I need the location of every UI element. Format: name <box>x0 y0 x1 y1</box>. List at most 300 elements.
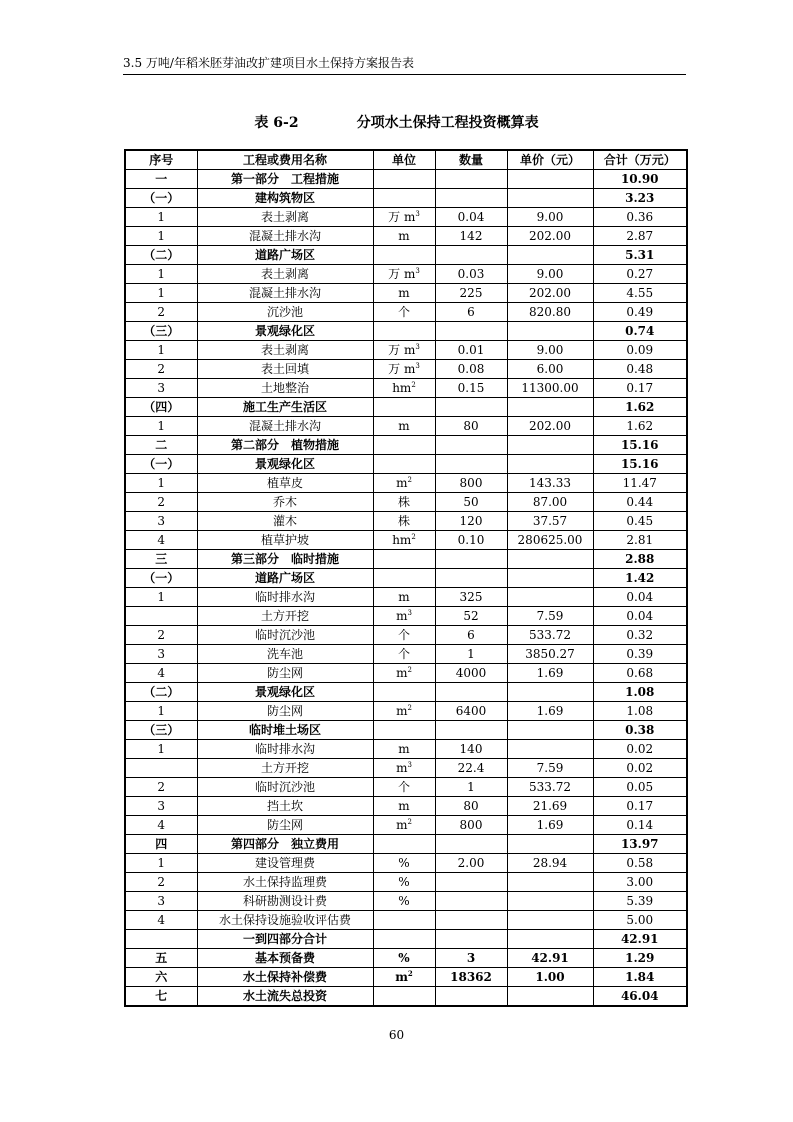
row-unit-price <box>507 626 593 645</box>
row-no-text: 1 <box>157 286 166 300</box>
row-name-text: 表土回填 <box>260 362 309 376</box>
row-no <box>125 987 197 1007</box>
row-unit <box>373 854 435 873</box>
row-unit-price <box>507 797 593 816</box>
row-unit-text: m <box>396 761 408 775</box>
row-quantity-text: 3 <box>466 951 476 965</box>
row-total <box>593 949 687 968</box>
row-unit-text: 万 m <box>388 267 416 281</box>
table-row <box>125 740 687 759</box>
row-name <box>197 265 373 284</box>
unit-superscript: 3 <box>415 267 420 275</box>
row-name <box>197 664 373 683</box>
row-unit-price-text: 11300.00 <box>521 381 579 395</box>
row-quantity <box>435 987 507 1007</box>
table-row <box>125 816 687 835</box>
row-name <box>197 303 373 322</box>
cost-table <box>124 149 688 1007</box>
row-unit-text: 株 <box>397 495 410 509</box>
row-name-text: 表土剥离 <box>260 210 309 224</box>
row-total-text: 0.36 <box>626 210 654 224</box>
row-unit <box>373 360 435 379</box>
row-name <box>197 322 373 341</box>
row-name-text: 防尘网 <box>266 704 303 718</box>
table-row <box>125 303 687 322</box>
row-unit-price <box>507 398 593 417</box>
row-unit <box>373 208 435 227</box>
column-header: 单价（元） <box>507 150 593 170</box>
row-total <box>593 854 687 873</box>
row-name-text: 土方开挖 <box>260 609 309 623</box>
row-no <box>125 531 197 550</box>
row-unit <box>373 949 435 968</box>
row-unit-price <box>507 170 593 189</box>
row-no-text: （三） <box>143 324 180 338</box>
row-total-text: 0.14 <box>626 818 654 832</box>
row-no-text: 2 <box>157 305 166 319</box>
column-header: 序号 <box>125 150 197 170</box>
row-total <box>593 702 687 721</box>
header-rule <box>123 74 686 75</box>
row-quantity <box>435 721 507 740</box>
row-unit-price-text: 1.00 <box>535 970 565 984</box>
row-unit-price-text: 28.94 <box>532 856 568 870</box>
row-no-text: 1 <box>157 267 166 281</box>
table-row <box>125 265 687 284</box>
row-name-text: 临时沉沙池 <box>254 628 315 642</box>
row-unit-text: 万 m <box>388 210 416 224</box>
row-quantity <box>435 930 507 949</box>
row-total <box>593 987 687 1007</box>
table-row <box>125 569 687 588</box>
row-no-text: （四） <box>143 400 180 414</box>
row-quantity <box>435 417 507 436</box>
row-unit-price-text: 9.00 <box>536 343 564 357</box>
row-name-text: 表土剥离 <box>260 267 309 281</box>
row-name-text: 第三部分 临时措施 <box>230 552 339 566</box>
row-unit-price <box>507 645 593 664</box>
row-unit-price-text: 37.57 <box>532 514 568 528</box>
row-unit-price <box>507 949 593 968</box>
row-no-text: 2 <box>157 495 166 509</box>
row-total <box>593 189 687 208</box>
row-no <box>125 892 197 911</box>
row-no <box>125 664 197 683</box>
row-name-text: 水土流失总投资 <box>242 989 327 1003</box>
table-row <box>125 968 687 987</box>
table-title <box>0 112 793 132</box>
row-unit <box>373 930 435 949</box>
row-quantity-text: 0.10 <box>457 533 485 547</box>
row-unit-text: m <box>396 666 408 680</box>
table-row <box>125 721 687 740</box>
row-quantity <box>435 493 507 512</box>
row-quantity-text: 2.00 <box>457 856 485 870</box>
row-name <box>197 645 373 664</box>
row-no <box>125 417 197 436</box>
row-name-text: 防尘网 <box>266 818 303 832</box>
row-quantity <box>435 341 507 360</box>
row-total <box>593 569 687 588</box>
table-row <box>125 170 687 189</box>
table-row <box>125 911 687 930</box>
row-no-text: （三） <box>143 723 180 737</box>
row-unit <box>373 512 435 531</box>
row-unit-price-text: 143.33 <box>529 476 571 490</box>
table-row <box>125 607 687 626</box>
row-unit-price <box>507 759 593 778</box>
row-quantity <box>435 284 507 303</box>
row-unit-price <box>507 930 593 949</box>
row-name-text: 乔木 <box>272 495 297 509</box>
row-name-text: 施工生产生活区 <box>242 400 327 414</box>
row-name <box>197 531 373 550</box>
row-unit <box>373 474 435 493</box>
row-total <box>593 816 687 835</box>
row-no <box>125 227 197 246</box>
row-quantity <box>435 455 507 474</box>
row-quantity <box>435 246 507 265</box>
table-row <box>125 854 687 873</box>
row-no-text: 2 <box>157 875 166 889</box>
row-unit <box>373 968 435 987</box>
row-name-text: 土方开挖 <box>260 761 309 775</box>
row-no <box>125 303 197 322</box>
row-unit-price <box>507 189 593 208</box>
row-name <box>197 588 373 607</box>
row-unit <box>373 265 435 284</box>
row-unit-price <box>507 417 593 436</box>
row-unit <box>373 721 435 740</box>
row-total-text: 1.84 <box>625 970 655 984</box>
row-name-text: 临时堆土场区 <box>248 723 321 737</box>
row-unit-price <box>507 854 593 873</box>
row-name <box>197 721 373 740</box>
row-name-text: 植草护坡 <box>260 533 309 547</box>
row-total <box>593 550 687 569</box>
row-unit-price <box>507 303 593 322</box>
row-unit-price-text: 9.00 <box>536 267 564 281</box>
row-unit-price <box>507 968 593 987</box>
row-no <box>125 740 197 759</box>
row-name <box>197 626 373 645</box>
row-no <box>125 607 197 626</box>
row-total-text: 0.27 <box>626 267 654 281</box>
row-no <box>125 930 197 949</box>
row-name-text: 水土保持监理费 <box>242 875 327 889</box>
row-unit-text: m <box>398 419 410 433</box>
row-no-text: 1 <box>157 210 166 224</box>
page-number: 60 <box>388 1028 405 1042</box>
row-no <box>125 702 197 721</box>
row-unit-price <box>507 474 593 493</box>
row-unit-price-text: 1.69 <box>536 666 564 680</box>
row-name <box>197 797 373 816</box>
row-total-text: 1.42 <box>625 571 655 585</box>
row-unit <box>373 683 435 702</box>
row-unit <box>373 246 435 265</box>
row-name-text: 防尘网 <box>266 666 303 680</box>
page-header: 3.5 万吨/年稻米胚芽油改扩建项目水土保持方案报告表 <box>123 56 414 70</box>
row-quantity <box>435 664 507 683</box>
row-unit <box>373 607 435 626</box>
table-row <box>125 398 687 417</box>
table-row <box>125 892 687 911</box>
unit-superscript: 2 <box>411 381 416 389</box>
row-quantity-text: 1 <box>467 780 475 794</box>
row-total-text: 46.04 <box>620 989 659 1003</box>
row-unit-price <box>507 531 593 550</box>
row-unit <box>373 303 435 322</box>
row-name <box>197 493 373 512</box>
row-no <box>125 550 197 569</box>
row-unit <box>373 702 435 721</box>
row-total-text: 1.08 <box>626 704 654 718</box>
row-name <box>197 607 373 626</box>
row-quantity <box>435 531 507 550</box>
row-name <box>197 873 373 892</box>
row-name <box>197 569 373 588</box>
row-unit-price-text: 21.69 <box>532 799 568 813</box>
table-row <box>125 949 687 968</box>
row-quantity-text: 18362 <box>450 970 492 984</box>
row-quantity-text: 80 <box>463 419 479 433</box>
row-no <box>125 949 197 968</box>
row-quantity-text: 1 <box>467 647 475 661</box>
table-row <box>125 284 687 303</box>
row-quantity <box>435 474 507 493</box>
row-total-text: 0.58 <box>626 856 654 870</box>
row-unit-price <box>507 227 593 246</box>
row-unit <box>373 493 435 512</box>
row-unit <box>373 531 435 550</box>
row-unit-price-text: 280625.00 <box>517 533 583 547</box>
column-header: 工程或费用名称 <box>197 150 373 170</box>
row-quantity <box>435 398 507 417</box>
row-name-text: 第一部分 工程措施 <box>230 172 339 186</box>
row-total-text: 11.47 <box>622 476 657 490</box>
row-no-text: 五 <box>155 951 168 965</box>
row-no <box>125 246 197 265</box>
row-total-text: 1.08 <box>625 685 655 699</box>
row-total-text: 0.04 <box>626 590 654 604</box>
row-unit-text: m <box>396 609 408 623</box>
row-unit-text: m <box>395 970 408 984</box>
row-quantity-text: 225 <box>459 286 483 300</box>
row-total-text: 0.02 <box>626 742 654 756</box>
row-quantity-text: 6400 <box>455 704 487 718</box>
row-unit-price <box>507 284 593 303</box>
row-unit-text: 个 <box>397 780 410 794</box>
row-unit-price-text: 9.00 <box>536 210 564 224</box>
row-no <box>125 322 197 341</box>
row-no <box>125 797 197 816</box>
row-no-text: 三 <box>155 552 168 566</box>
row-unit <box>373 626 435 645</box>
row-quantity-text: 0.15 <box>457 381 485 395</box>
row-unit-price <box>507 987 593 1007</box>
row-no-text: 1 <box>157 742 166 756</box>
row-name <box>197 930 373 949</box>
row-quantity <box>435 873 507 892</box>
row-name <box>197 398 373 417</box>
row-unit-text: 万 m <box>388 362 416 376</box>
row-name <box>197 968 373 987</box>
row-total-text: 0.04 <box>626 609 654 623</box>
row-unit <box>373 341 435 360</box>
row-unit-price-text: 6.00 <box>536 362 564 376</box>
row-quantity-text: 120 <box>459 514 483 528</box>
row-unit-price <box>507 607 593 626</box>
row-no-text: 4 <box>157 913 166 927</box>
row-quantity <box>435 740 507 759</box>
row-unit-price <box>507 550 593 569</box>
row-unit <box>373 835 435 854</box>
row-total-text: 10.90 <box>620 172 659 186</box>
row-name <box>197 702 373 721</box>
row-quantity-text: 800 <box>459 818 483 832</box>
table-row <box>125 436 687 455</box>
row-name-text: 景观绿化区 <box>254 685 315 699</box>
row-no <box>125 436 197 455</box>
row-name-text: 道路广场区 <box>254 571 315 585</box>
row-total-text: 5.39 <box>626 894 654 908</box>
row-unit-price <box>507 816 593 835</box>
table-row <box>125 626 687 645</box>
row-unit-price <box>507 360 593 379</box>
column-header: 数量 <box>435 150 507 170</box>
row-unit-price-text: 3850.27 <box>525 647 575 661</box>
row-no-text: 1 <box>157 343 166 357</box>
row-total <box>593 493 687 512</box>
row-name-text: 建设管理费 <box>254 856 315 870</box>
unit-superscript: 3 <box>415 210 420 218</box>
row-quantity-text: 4000 <box>455 666 487 680</box>
row-unit-price <box>507 569 593 588</box>
row-unit-price <box>507 664 593 683</box>
row-name-text: 临时排水沟 <box>254 590 315 604</box>
row-unit-text: m <box>396 704 408 718</box>
row-unit-text: % <box>398 951 410 965</box>
row-no-text: （一） <box>143 191 180 205</box>
row-unit <box>373 911 435 930</box>
row-name <box>197 816 373 835</box>
row-unit <box>373 645 435 664</box>
row-quantity-text: 6 <box>467 305 475 319</box>
row-quantity <box>435 569 507 588</box>
unit-superscript: 2 <box>407 666 412 674</box>
row-name <box>197 436 373 455</box>
unit-superscript: 2 <box>411 533 416 541</box>
row-no-text: 二 <box>155 438 168 452</box>
row-total-text: 1.29 <box>625 951 655 965</box>
table-row <box>125 645 687 664</box>
unit-superscript: 2 <box>407 476 412 484</box>
row-total <box>593 835 687 854</box>
row-quantity <box>435 645 507 664</box>
row-name <box>197 740 373 759</box>
row-quantity-text: 80 <box>463 799 479 813</box>
row-total <box>593 284 687 303</box>
row-total-text: 15.16 <box>620 457 659 471</box>
row-name <box>197 208 373 227</box>
row-quantity-text: 140 <box>459 742 483 756</box>
table-header-row <box>125 150 687 170</box>
table-row <box>125 702 687 721</box>
row-name-text: 临时沉沙池 <box>254 780 315 794</box>
row-name <box>197 189 373 208</box>
row-total-text: 0.05 <box>626 780 654 794</box>
table-row <box>125 930 687 949</box>
row-name-text: 混凝土排水沟 <box>248 419 321 433</box>
row-unit-text: m <box>398 229 410 243</box>
row-total <box>593 873 687 892</box>
table-row <box>125 208 687 227</box>
row-total <box>593 341 687 360</box>
row-quantity-text: 0.03 <box>457 267 485 281</box>
row-name <box>197 474 373 493</box>
unit-superscript: 3 <box>415 362 420 370</box>
row-unit <box>373 759 435 778</box>
row-no <box>125 493 197 512</box>
row-total-text: 0.17 <box>626 799 654 813</box>
row-no-text: （一） <box>143 571 180 585</box>
row-no <box>125 626 197 645</box>
row-total-text: 0.44 <box>626 495 654 509</box>
unit-superscript: 3 <box>407 761 412 769</box>
table-row <box>125 987 687 1007</box>
row-no-text: 1 <box>157 704 166 718</box>
row-unit-price-text: 42.91 <box>531 951 569 965</box>
table-row <box>125 341 687 360</box>
row-name-text: 景观绿化区 <box>254 324 315 338</box>
row-total <box>593 246 687 265</box>
row-name <box>197 227 373 246</box>
row-quantity <box>435 949 507 968</box>
row-total <box>593 626 687 645</box>
row-quantity <box>435 683 507 702</box>
row-name <box>197 759 373 778</box>
row-name-text: 水土保持补偿费 <box>242 970 327 984</box>
row-quantity <box>435 550 507 569</box>
row-no <box>125 474 197 493</box>
row-unit <box>373 569 435 588</box>
row-unit <box>373 455 435 474</box>
row-quantity-text: 52 <box>463 609 479 623</box>
row-unit-price <box>507 379 593 398</box>
row-no <box>125 778 197 797</box>
table-row <box>125 246 687 265</box>
row-quantity <box>435 854 507 873</box>
row-unit <box>373 417 435 436</box>
row-no <box>125 569 197 588</box>
row-no <box>125 911 197 930</box>
row-unit <box>373 987 435 1007</box>
row-no-text: 3 <box>157 894 166 908</box>
row-total <box>593 417 687 436</box>
row-unit-price <box>507 740 593 759</box>
row-unit-price-text: 7.59 <box>536 609 564 623</box>
row-total-text: 2.87 <box>626 229 654 243</box>
row-total <box>593 968 687 987</box>
table-row <box>125 360 687 379</box>
unit-superscript: 2 <box>407 969 413 978</box>
row-quantity-text: 0.08 <box>457 362 485 376</box>
row-no-text: 1 <box>157 419 166 433</box>
row-total <box>593 721 687 740</box>
table-row <box>125 531 687 550</box>
row-name <box>197 835 373 854</box>
